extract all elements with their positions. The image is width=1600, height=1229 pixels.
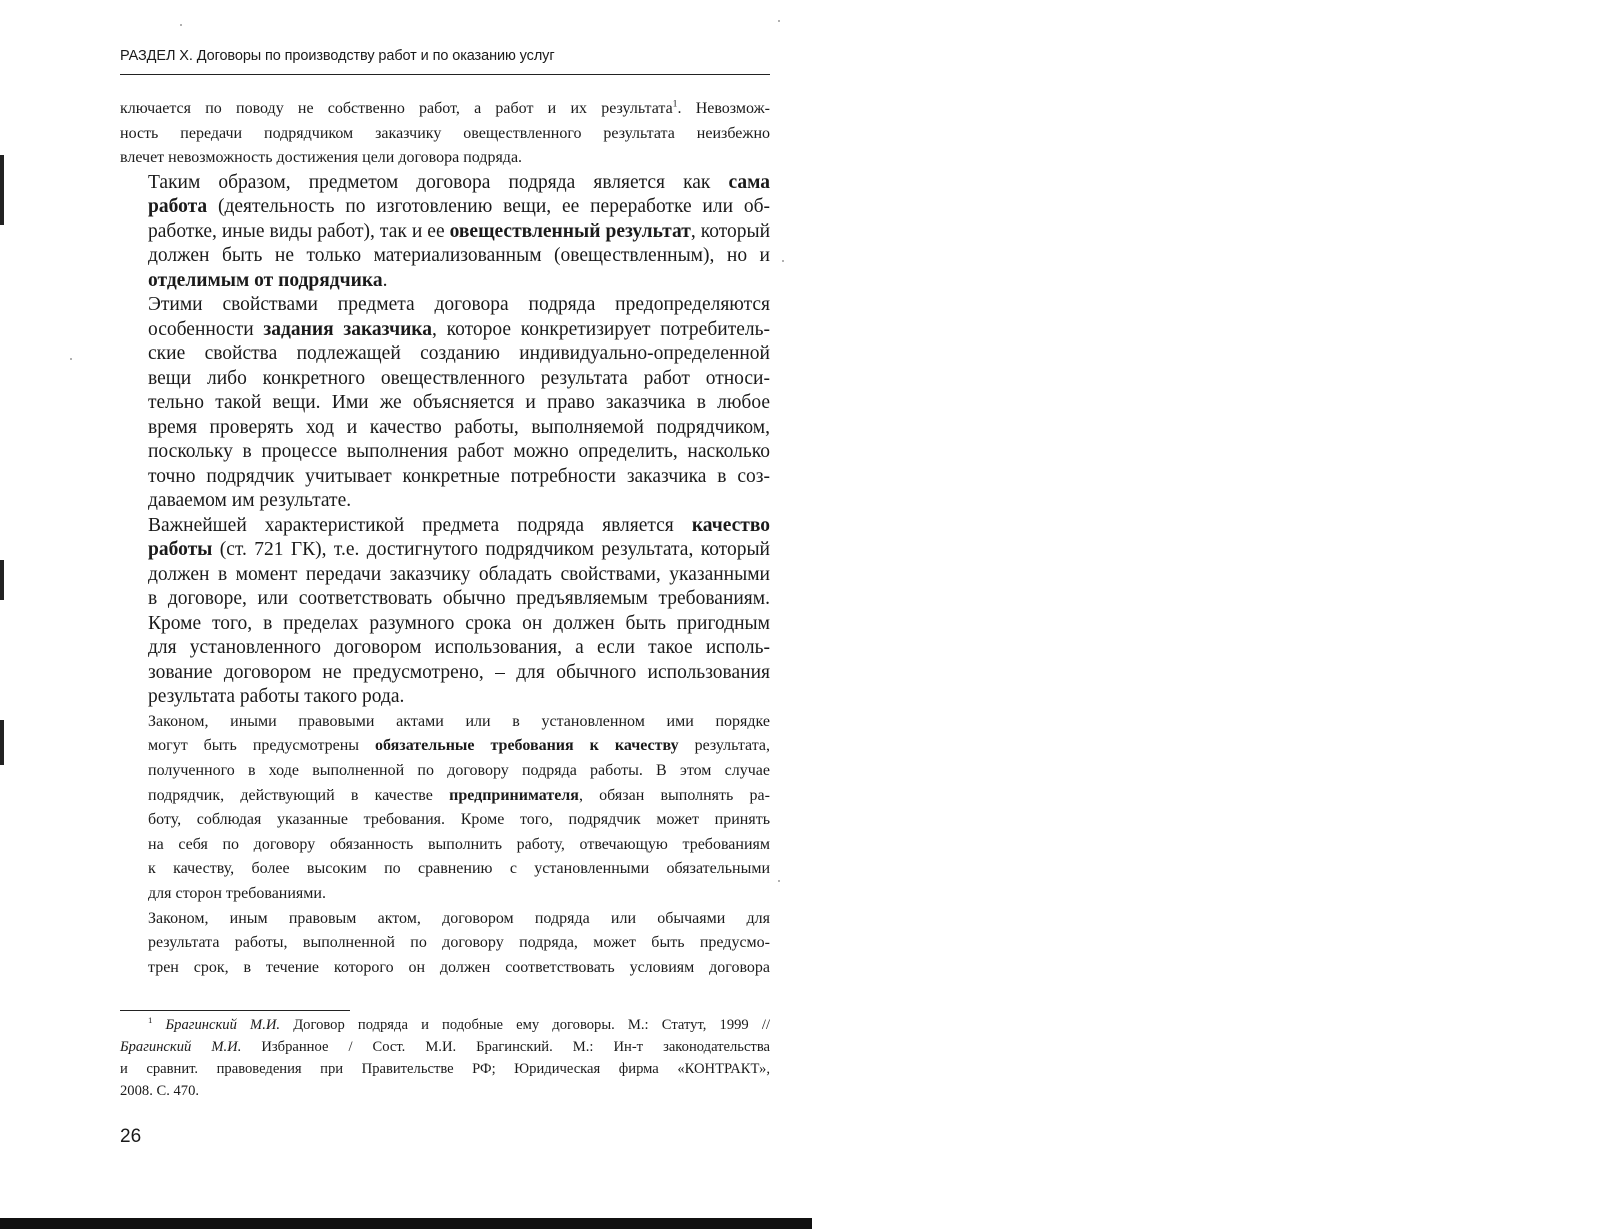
scan-speck <box>782 260 784 262</box>
text-line: могут быть предусмотрены обязательные требования к качеству результата, <box>148 737 770 755</box>
text-line: для установленного договором использования, а если такое исполь- <box>148 637 770 659</box>
paragraph <box>120 171 770 294</box>
scan-bottom-edge <box>0 1218 812 1229</box>
text-line: поскольку в процессе выполнения работ можно определить, насколько <box>148 441 770 463</box>
text-line: даваемом им результате. <box>148 490 352 512</box>
text-line: должен быть не только материализованным (овеществленным), но и <box>148 245 770 267</box>
footnote <box>120 1014 770 1102</box>
scan-edge-mark <box>0 720 4 765</box>
text-line: Законом, иным правовым актом, договором подряда или обычаями для <box>148 909 770 927</box>
paragraph <box>120 293 770 514</box>
text-line: трен срок, в течение которого он должен соответствовать условиям договора <box>148 958 770 976</box>
text-line: ность передачи подрядчиком заказчику овеществленного результата неизбежно <box>120 124 770 142</box>
text-line: тельно такой вещи. Ими же объясняется и право заказчика в любое <box>148 392 770 414</box>
text-line: подрядчик, действующий в качестве предпринимателя, обязан выполнять ра- <box>148 786 770 804</box>
paragraph <box>120 907 770 981</box>
text-line: Законом, иными правовыми актами или в установленном ими порядке <box>148 712 770 730</box>
scan-speck <box>778 880 780 882</box>
footnote-line: Брагинский М.И. Избранное / Сост. М.И. Брагинский. М.: Ин-т законодательства <box>120 1039 770 1055</box>
text-line: Таким образом, предметом договора подряда является как сама <box>148 171 770 193</box>
text-line: к качеству, более высоким по сравнению с установленными обязательными <box>148 860 770 878</box>
text-line: должен в момент передачи заказчику обладать свойствами, указанными <box>148 563 770 585</box>
text-line: Кроме того, в пределах разумного срока он должен быть пригодным <box>148 612 770 634</box>
text-line: отделимым от подрядчика. <box>148 269 388 291</box>
scan-edge-mark <box>0 560 4 600</box>
footnote-rule <box>120 1010 350 1011</box>
text-line: ключается по поводу не собственно работ, а работ и их результата$^1$. Невозмож- <box>120 98 770 117</box>
text-line: особенности задания заказчика, которое конкретизирует потребитель- <box>148 318 770 340</box>
running-head-rule <box>120 74 770 75</box>
scan-speck <box>778 20 780 22</box>
text-line: на себя по договору обязанность выполнить работу, отвечающую требованиям <box>148 835 770 853</box>
text-line: для сторон требованиями. <box>148 884 326 902</box>
footnote-line: $^1$ Брагинский М.И. Договор подряда и подобные ему договоры. М.: Статут, 1999 // <box>148 1015 770 1033</box>
text-line: Важнейшей характеристикой предмета подряда является качество <box>148 514 770 536</box>
body-text <box>120 97 770 980</box>
text-line: время проверять ход и качество работы, выполняемой подрядчиком, <box>148 416 770 438</box>
text-line: ские свойства подлежащей созданию индивидуально-определенной <box>148 343 770 365</box>
text-line: работы (ст. 721 ГК), т.е. достигнутого подрядчиком результата, который <box>148 539 770 561</box>
page-number: 26 <box>120 1126 142 1147</box>
text-line: точно подрядчик учитывает конкретные потребности заказчика в соз- <box>148 465 770 487</box>
text-line: Этими свойствами предмета договора подряда предопределяются <box>148 294 770 316</box>
paragraph <box>120 514 770 710</box>
text-line: полученного в ходе выполненной по договору подряда работы. В этом случае <box>148 761 770 779</box>
scan-edge-mark <box>0 155 4 225</box>
text-line: в договоре, или соответствовать обычно предъявляемым требованиям. <box>148 588 770 610</box>
text-line: работке, иные виды работ), так и ее овеществленный результат, который <box>148 220 770 242</box>
scan-speck <box>70 358 72 360</box>
book-page <box>120 0 770 1229</box>
text-line: боту, соблюдая указанные требования. Кроме того, подрядчик может принять <box>148 811 770 829</box>
footnote-line: 2008. С. 470. <box>120 1083 200 1099</box>
text-line: вещи либо конкретного овеществленного результата работ относи- <box>148 367 770 389</box>
paragraph <box>120 97 770 171</box>
text-line: результата работы, выполненной по договору подряда, может быть предусмо- <box>148 934 770 952</box>
text-line: результата работы такого рода. <box>148 686 405 708</box>
text-line: влечет невозможность достижения цели договора подряда. <box>120 149 523 167</box>
footnote-line: и сравнит. правоведения при Правительстве РФ; Юридическая фирма «КОНТРАКТ», <box>120 1061 770 1077</box>
running-head: РАЗДЕЛ X. Договоры по производству работ и по оказанию услуг <box>120 48 555 64</box>
text-line: работа (деятельность по изготовлению вещи, ее переработке или об- <box>148 196 770 218</box>
text-line: зование договором не предусмотрено, – для обычного использования <box>148 661 770 683</box>
scan-speck <box>180 24 182 26</box>
paragraph <box>120 710 770 907</box>
